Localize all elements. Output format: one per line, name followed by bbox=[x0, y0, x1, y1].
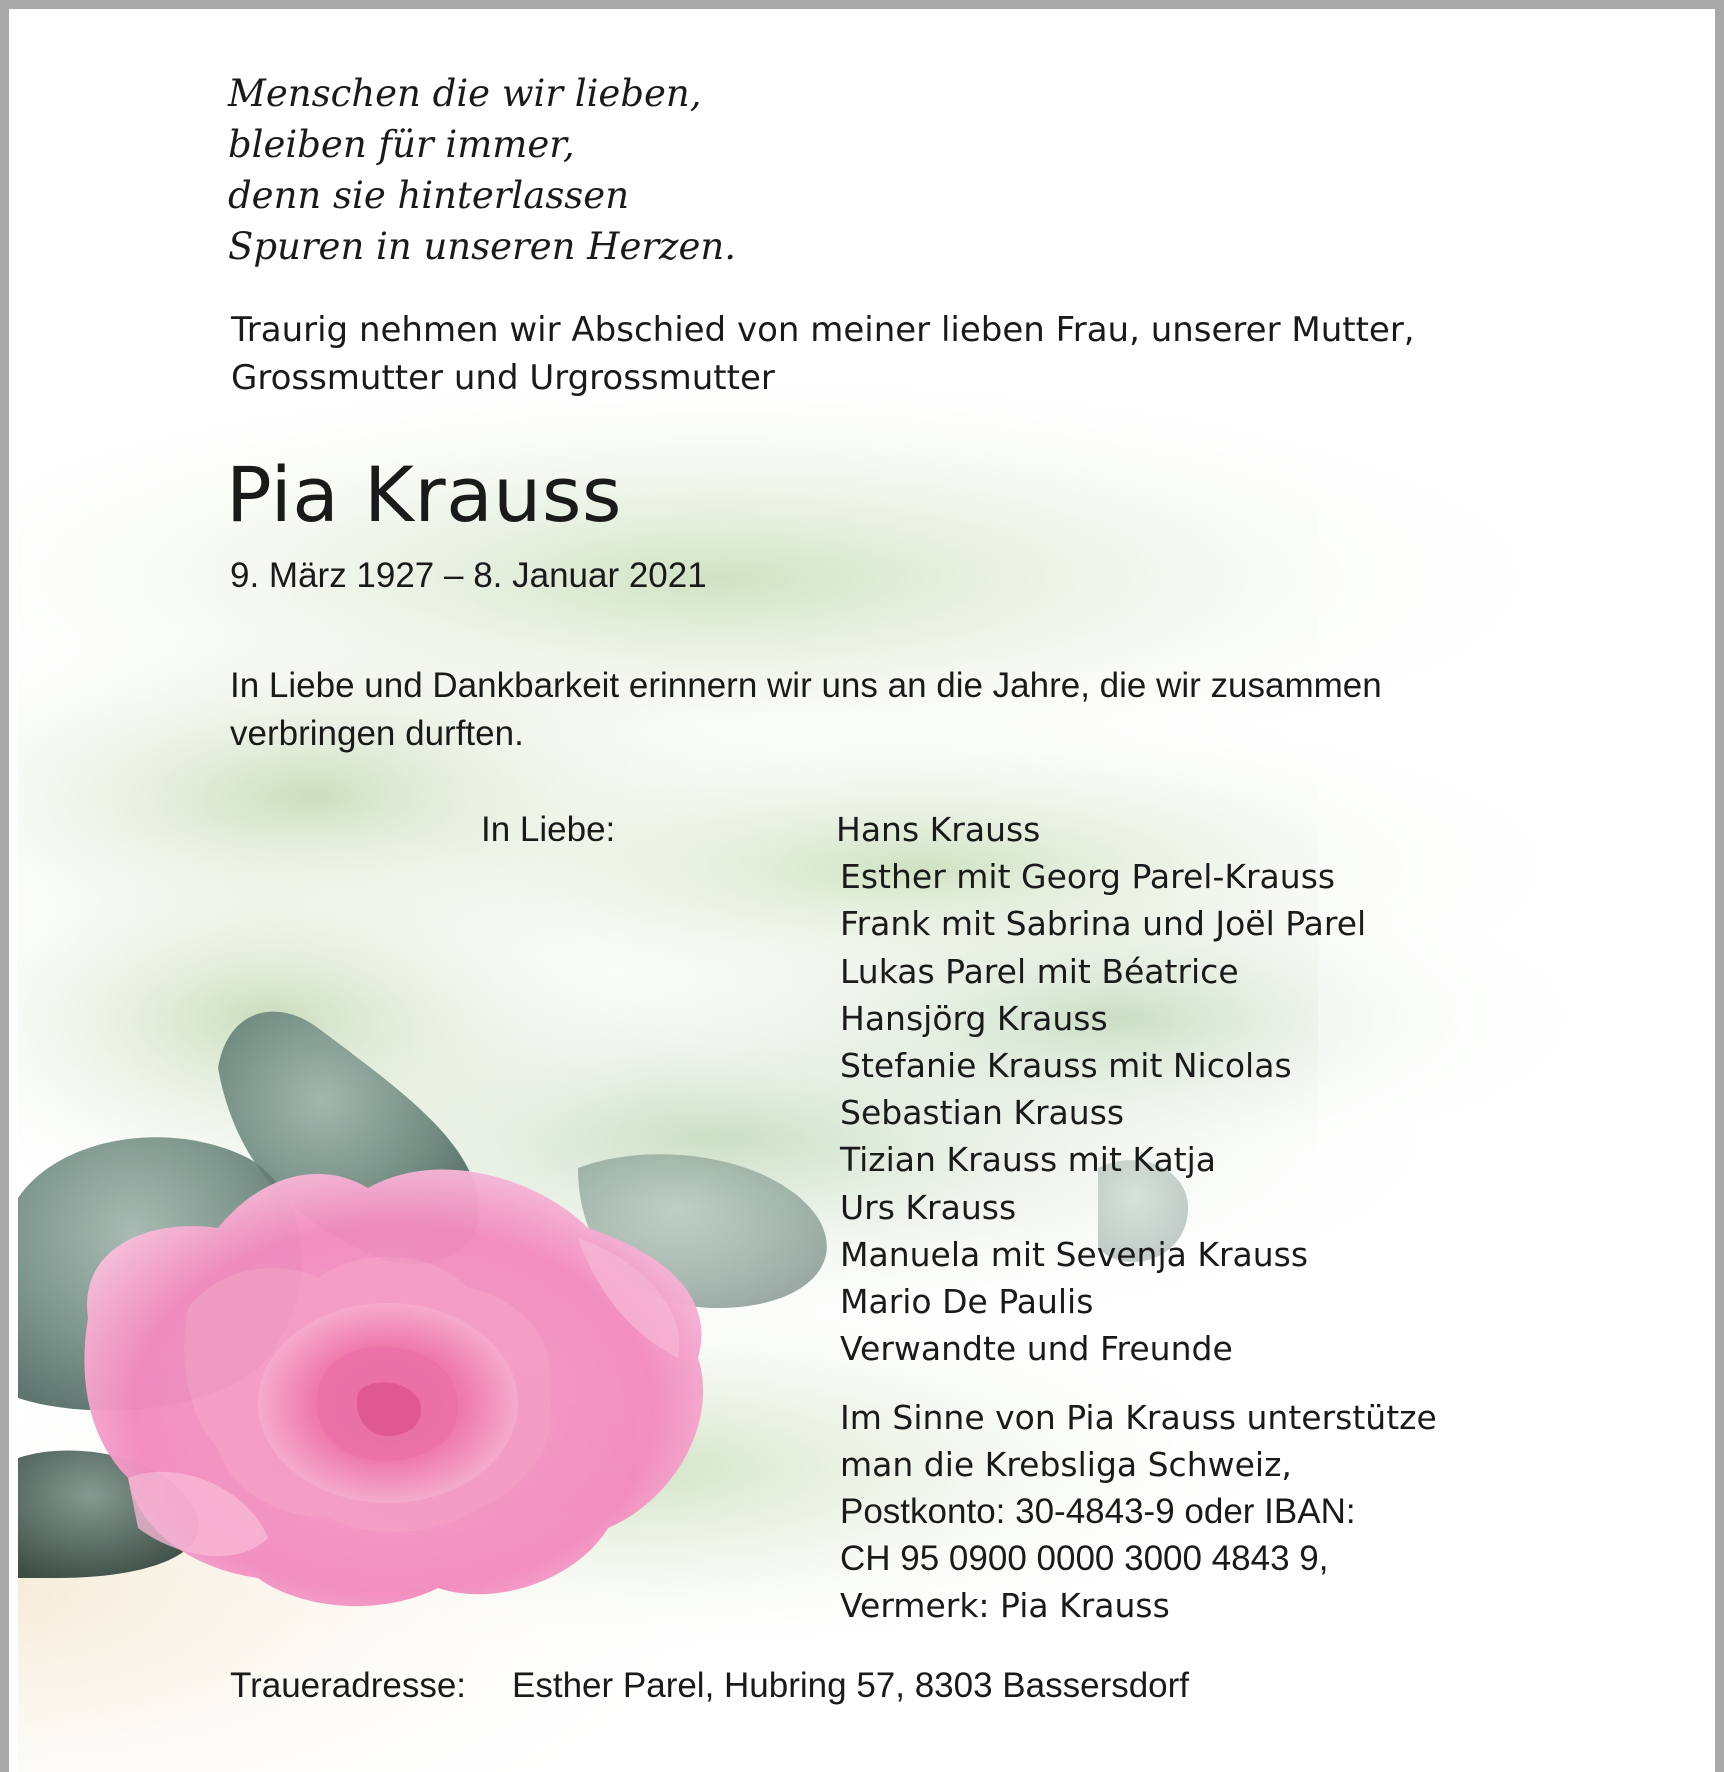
quote-line: denn sie hinterlassen bbox=[228, 174, 630, 217]
mourner-name: Manuela mit Sevenja Krauss bbox=[840, 1234, 1309, 1274]
mourner-name: Verwandte und Freunde bbox=[840, 1329, 1233, 1369]
memorial-quote bbox=[228, 68, 736, 272]
quote-line: bleiben für immer, bbox=[228, 123, 575, 166]
donation-account: Postkonto: 30-4843-9 oder IBAN: bbox=[840, 1492, 1356, 1531]
mourning-address bbox=[230, 1662, 1190, 1710]
intro-line: Traurig nehmen wir Abschied von meiner lieben Frau, unserer Mutter, bbox=[231, 310, 1415, 350]
announcement-intro bbox=[231, 306, 1491, 402]
intro-line: Grossmutter und Urgrossmutter bbox=[231, 358, 775, 398]
address-label: Traueradresse: bbox=[230, 1666, 467, 1705]
obituary-notice bbox=[18, 18, 1716, 1772]
mourner-name: Frank mit Sabrina und Joël Parel bbox=[840, 904, 1367, 944]
quote-line: Menschen die wir lieben, bbox=[228, 72, 702, 115]
quote-line: Spuren in unseren Herzen. bbox=[228, 225, 737, 268]
donation-iban: CH 95 0900 0000 3000 4843 9, bbox=[840, 1539, 1329, 1578]
life-dates: 9. März 1927 – 8. Januar 2021 bbox=[230, 556, 707, 595]
mourners-list bbox=[836, 806, 1367, 1372]
mourner-name: Mario De Paulis bbox=[840, 1282, 1094, 1322]
donation-note bbox=[840, 1394, 1437, 1629]
mourner-name: Stefanie Krauss mit Nicolas bbox=[840, 1046, 1292, 1086]
mourner-name: Hans Krauss bbox=[836, 810, 1041, 849]
mourner-name: Lukas Parel mit Béatrice bbox=[840, 951, 1239, 991]
deceased-name: Pia Krauss bbox=[226, 450, 623, 539]
remembrance-text bbox=[230, 662, 1520, 758]
remembrance-line: verbringen durften. bbox=[230, 714, 524, 753]
mourner-name: Urs Krauss bbox=[840, 1187, 1017, 1227]
signoff-label: In Liebe: bbox=[481, 810, 616, 849]
donation-line: man die Krebsliga Schweiz, bbox=[840, 1445, 1292, 1484]
mourner-name: Hansjörg Krauss bbox=[840, 998, 1108, 1038]
donation-line: Im Sinne von Pia Krauss unterstütze bbox=[840, 1398, 1437, 1437]
address-value: Esther Parel, Hubring 57, 8303 Bassersdorf bbox=[512, 1666, 1190, 1705]
remembrance-line: In Liebe und Dankbarkeit erinnern wir uns an die Jahre, die wir zusammen bbox=[230, 666, 1382, 705]
mourner-name: Tizian Krauss mit Katja bbox=[840, 1140, 1217, 1180]
mourner-name: Sebastian Krauss bbox=[840, 1093, 1125, 1133]
mourner-name: Esther mit Georg Parel-Krauss bbox=[840, 857, 1336, 897]
donation-line: Vermerk: Pia Krauss bbox=[840, 1586, 1170, 1625]
